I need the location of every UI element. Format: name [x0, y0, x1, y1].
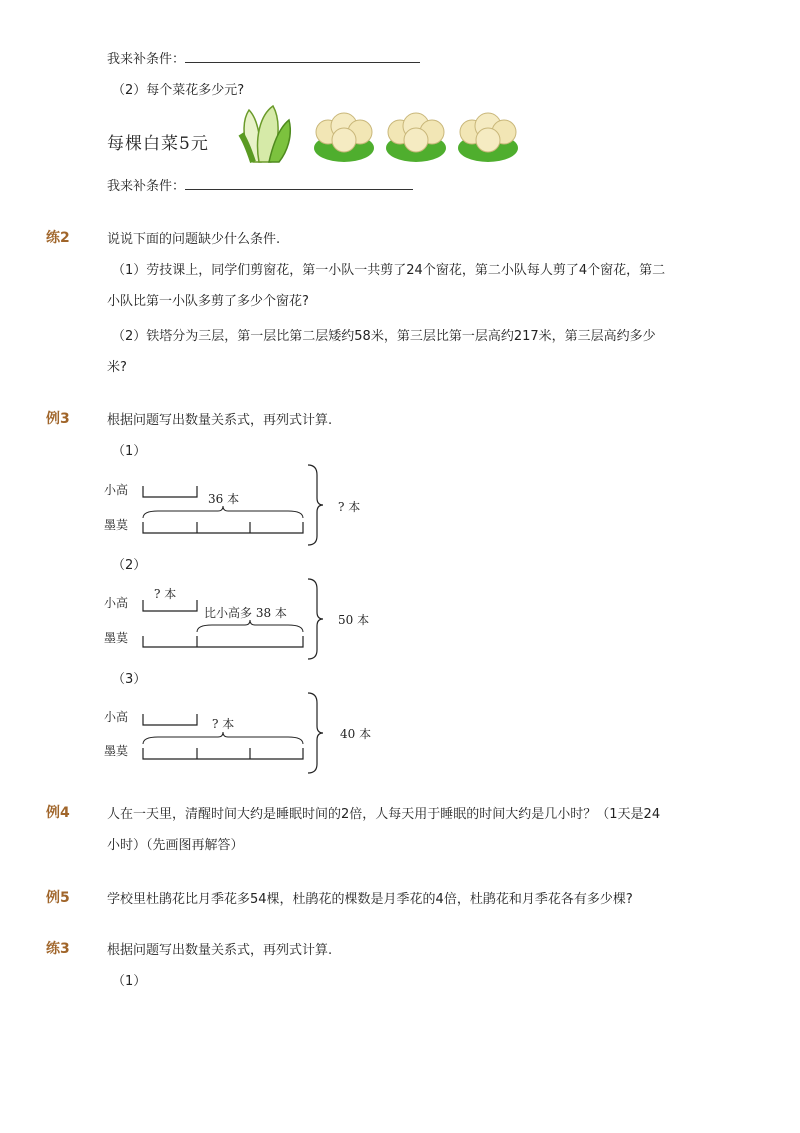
- diagram-number: （1）: [112, 974, 147, 989]
- problem-text: 学校里杜鹃花比月季花多54棵，杜鹃花的棵数是月季花的4倍，杜鹃花和月季花各有多少棵?: [107, 892, 633, 907]
- problem-text: 小时）（先画图再解答）: [107, 838, 244, 853]
- problem-text: 米?: [107, 360, 127, 375]
- short-label: ? 本: [154, 587, 177, 601]
- fill-condition-line-1: [107, 48, 420, 67]
- total-label: ? 本: [338, 500, 361, 514]
- fill-condition-line-2: [107, 175, 413, 194]
- row-label: 墨莫: [104, 518, 129, 532]
- cauliflower-icon: [312, 108, 376, 164]
- segment-diagram-2: [100, 574, 400, 666]
- answer-blank[interactable]: [185, 177, 413, 190]
- exercise-tag-lian2: 练2: [46, 230, 70, 246]
- exercise-title: 根据问题写出数量关系式，再列式计算.: [107, 943, 333, 958]
- question-2: （2）每个菜花多少元?: [112, 83, 245, 98]
- answer-blank[interactable]: [185, 50, 420, 63]
- cabbage-price-label: 每棵白菜5元: [107, 134, 209, 154]
- exercise-tag-lian3: 练3: [46, 941, 70, 957]
- exercise-title: 说说下面的问题缺少什么条件.: [107, 232, 281, 247]
- brace-label: ? 本: [212, 717, 235, 731]
- example-tag-li4: 例4: [46, 805, 70, 821]
- problem-text: 人在一天里，清醒时间大约是睡眠时间的2倍，人每天用于睡眠的时间大约是几小时？（1天是24: [107, 807, 661, 822]
- segment-diagram-3: [100, 688, 400, 780]
- problem-text: 小队比第一小队多剪了多少个窗花?: [107, 294, 309, 309]
- row-label: 墨莫: [104, 744, 129, 758]
- cauliflower-icon: [456, 108, 520, 164]
- row-label: 墨莫: [104, 631, 129, 645]
- diagram-number: （2）: [112, 558, 147, 573]
- brace-label: 36 本: [208, 492, 240, 506]
- example-tag-li3: 例3: [46, 411, 70, 427]
- diagram-number: （3）: [112, 672, 147, 687]
- cauliflower-icon: [384, 108, 448, 164]
- total-label: 50 本: [338, 613, 370, 627]
- fill-condition-label: 我来补条件：: [107, 179, 186, 194]
- problem-text: （2）铁塔分为三层，第一层比第二层矮约58米，第三层比第一层高约217米，第三层高约多少: [112, 329, 656, 344]
- segment-diagram-1: [100, 460, 400, 552]
- cabbage-icon: [235, 104, 295, 166]
- row-label: 小高: [104, 710, 129, 724]
- total-label: 40 本: [340, 727, 372, 741]
- problem-text: （1）劳技课上，同学们剪窗花，第一小队一共剪了24个窗花，第二小队每人剪了4个窗花，第二: [112, 263, 666, 278]
- row-label: 小高: [104, 596, 129, 610]
- brace-label: 比小高多 38 本: [204, 606, 287, 620]
- fill-condition-label: 我来补条件：: [107, 52, 186, 67]
- diagram-number: （1）: [112, 444, 147, 459]
- example-tag-li5: 例5: [46, 890, 70, 906]
- row-label: 小高: [104, 483, 129, 497]
- example-title: 根据问题写出数量关系式，再列式计算.: [107, 413, 333, 428]
